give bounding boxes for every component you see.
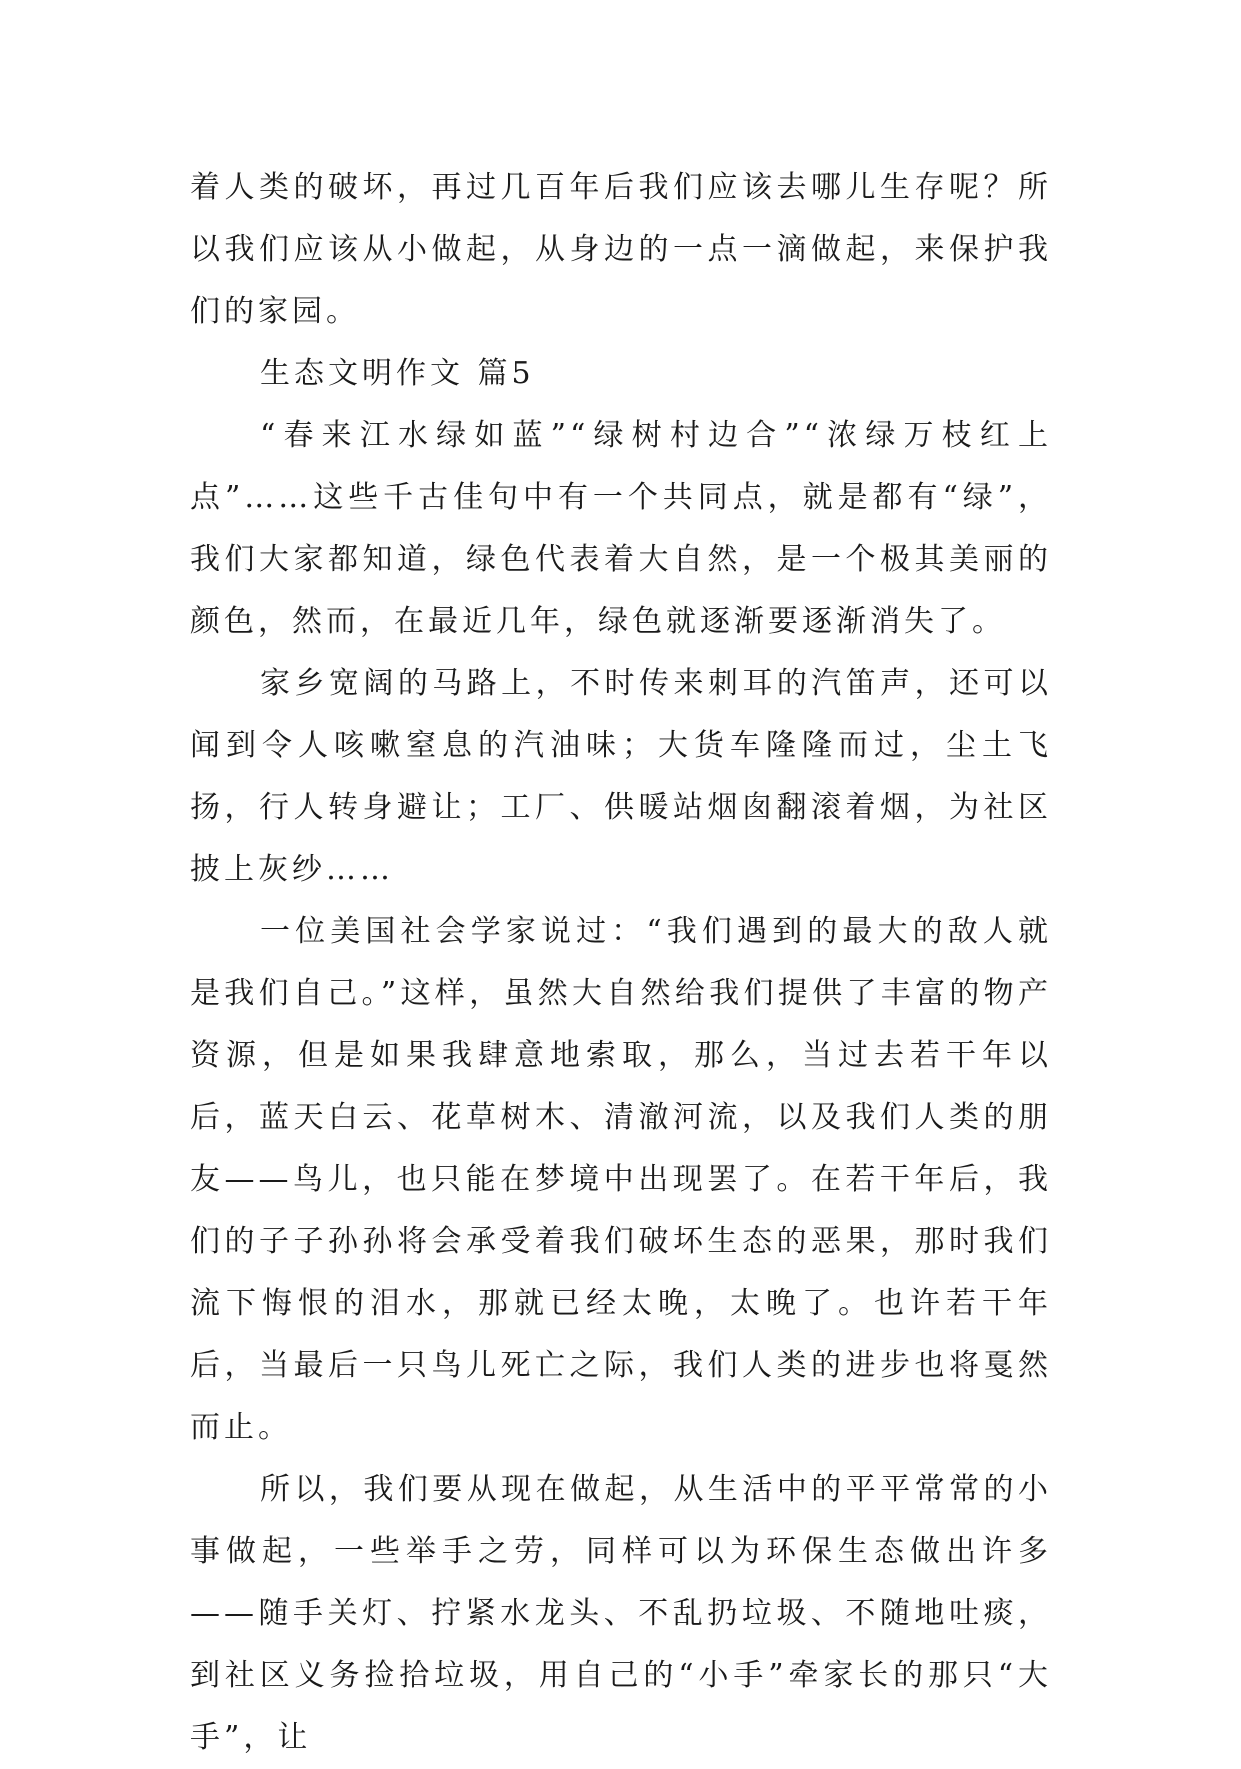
paragraph: 所以，我们要从现在做起，从生活中的平平常常的小事做起，一些举手之劳，同样可以为环保生态做出许多——随手关灯、拧紧水龙头、不乱扔垃圾、不随地吐痰，到社区义务捡拾垃圾，用自己的“小手”牵家长的那只“大手”，让: [190, 1472, 1052, 1755]
document-body: [190, 157, 1052, 1769]
paragraph: 一位美国社会学家说过：“我们遇到的最大的敌人就是我们自己。”这样，虽然大自然给我们提供了丰富的物产资源，但是如果我肆意地索取，那么，当过去若干年以后，蓝天白云、花草树木、清澈河流，以及我们人类的朋友——鸟儿，也只能在梦境中出现罢了。在若干年后，我们的子子孙孙将会承受着我们破坏生态的恶果，那时我们流下悔恨的泪水，那就已经太晚，太晚了。也许若干年后，当最后一只鸟儿死亡之际，我们人类的进步也将戛然而止。: [190, 914, 1052, 1445]
paragraph-continued: 着人类的破坏，再过几百年后我们应该去哪儿生存呢？所以我们应该从小做起，从身边的一点一滴做起，来保护我们的家园。: [190, 170, 1052, 329]
paragraph: 家乡宽阔的马路上，不时传来刺耳的汽笛声，还可以闻到令人咳嗽窒息的汽油味；大货车隆隆而过，尘土飞扬，行人转身避让；工厂、供暖站烟囱翻滚着烟，为社区披上灰纱……: [190, 666, 1052, 887]
section-heading: 生态文明作文 篇5: [260, 356, 535, 391]
paragraph: “春来江水绿如蓝”“绿树村边合”“浓绿万枝红上点”……这些千古佳句中有一个共同点，就是都有“绿”，我们大家都知道，绿色代表着大自然，是一个极其美丽的颜色，然而，在最近几年，绿色就逐渐要逐渐消失了。: [190, 418, 1052, 639]
